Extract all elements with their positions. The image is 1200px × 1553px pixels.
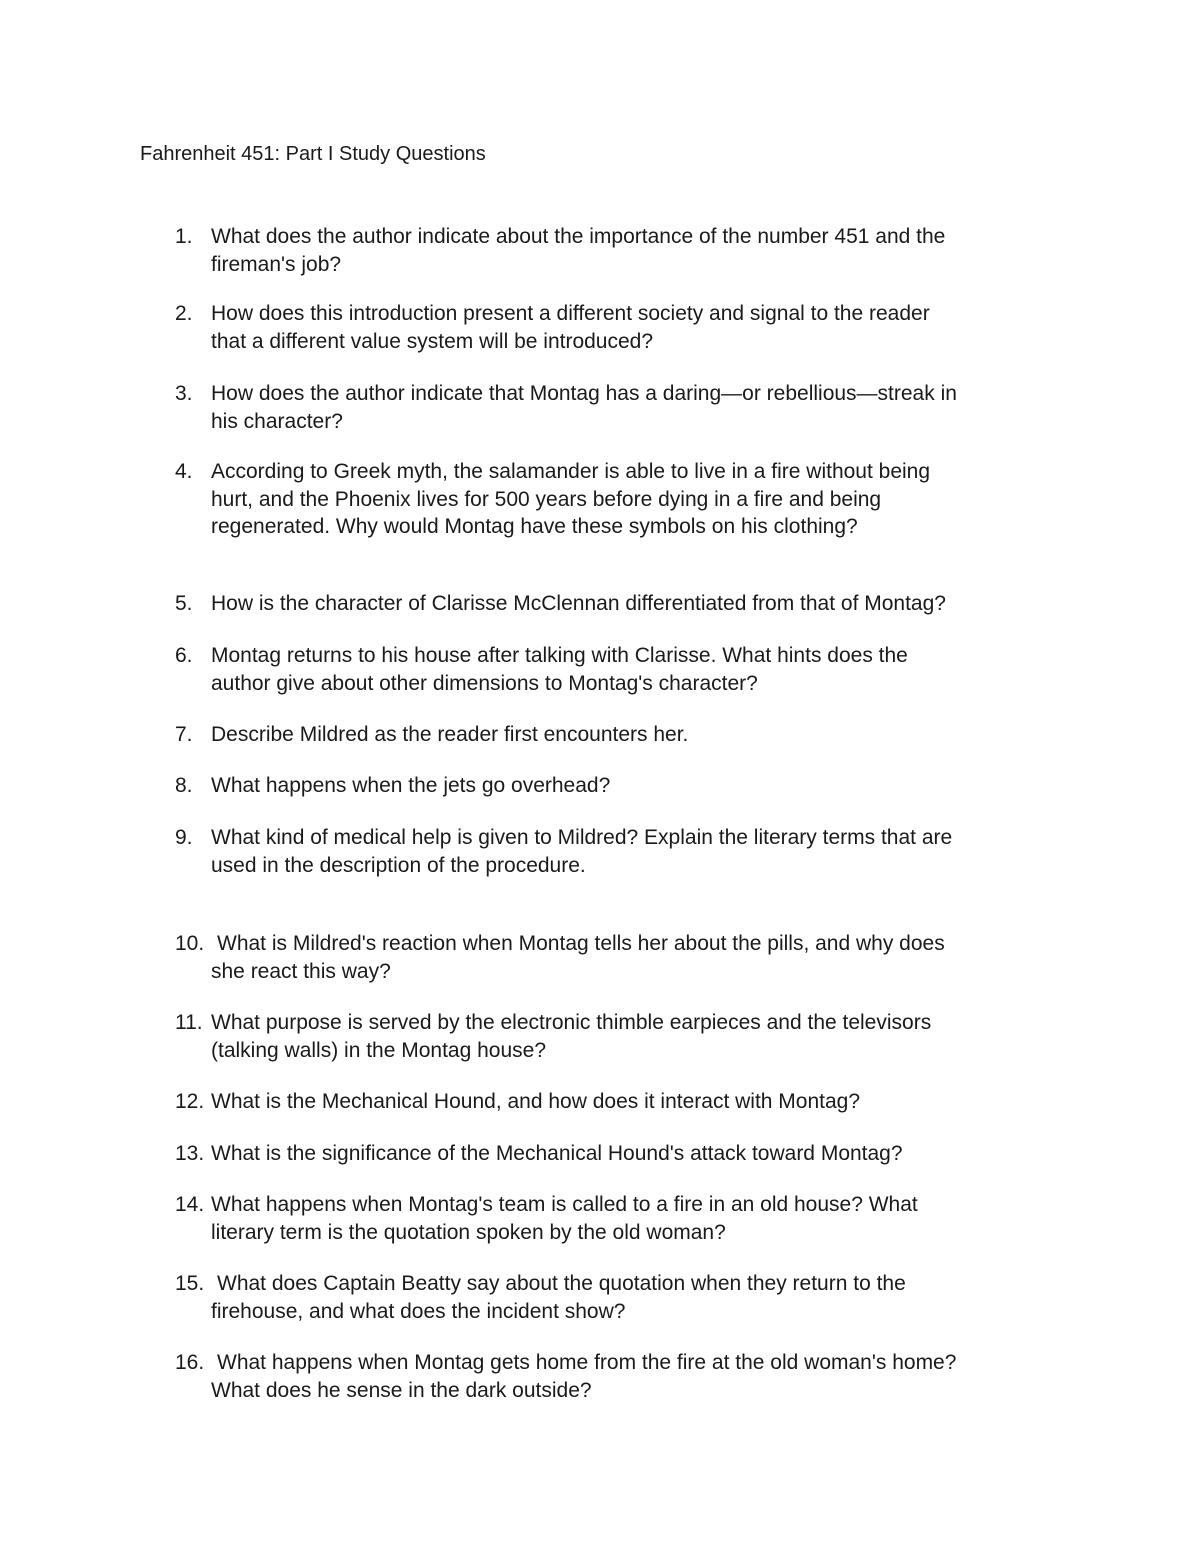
question-number: 7. xyxy=(175,723,193,746)
question-text-line: author give about other dimensions to Montag's character? xyxy=(211,671,758,695)
question-text-line: What kind of medical help is given to Mildred? Explain the literary terms that are xyxy=(211,826,953,849)
question-text-line: What happens when Montag's team is called to a fire in an old house? What xyxy=(211,1193,918,1216)
question-text-line: regenerated. Why would Montag have these symbols on his clothing? xyxy=(211,515,858,538)
page-title: Fahrenheit 451: Part I Study Questions xyxy=(140,143,486,165)
question-text-line: Montag returns to his house after talking with Clarisse. What hints does the xyxy=(211,644,908,667)
question-text-line: What happens when the jets go overhead? xyxy=(211,774,611,797)
question-number: 8. xyxy=(175,774,193,797)
question-number: 2. xyxy=(175,302,193,325)
question-number: 11. xyxy=(175,1011,203,1034)
question-number: 9. xyxy=(175,826,193,849)
question-text-line: Describe Mildred as the reader first encounters her. xyxy=(211,723,689,746)
question-number: 1. xyxy=(175,225,193,248)
question-number: 15. xyxy=(175,1272,205,1295)
question-text-line: hurt, and the Phoenix lives for 500 years before dying in a fire and being xyxy=(211,487,882,511)
question-number: 4. xyxy=(175,460,193,483)
question-text-line: that a different value system will be introduced? xyxy=(211,329,654,353)
question-text-line: used in the description of the procedure. xyxy=(211,853,586,877)
question-number: 3. xyxy=(175,382,193,405)
question-text-line: What is the Mechanical Hound, and how does it interact with Montag? xyxy=(211,1090,861,1113)
question-text-line: What is the significance of the Mechanical Hound's attack toward Montag? xyxy=(211,1142,903,1165)
question-text-line: firehouse, and what does the incident show? xyxy=(211,1299,626,1323)
question-text-line: What does he sense in the dark outside? xyxy=(211,1378,592,1402)
question-number: 16. xyxy=(175,1351,205,1374)
question-number: 13. xyxy=(175,1142,205,1165)
question-text-line: How does this introduction present a different society and signal to the reader xyxy=(211,302,930,325)
question-text-line: literary term is the quotation spoken by the old woman? xyxy=(211,1220,726,1244)
question-text-line: his character? xyxy=(211,409,343,433)
question-text-line: According to Greek myth, the salamander is able to live in a fire without being xyxy=(211,460,931,483)
question-text-line: fireman's job? xyxy=(211,252,342,276)
question-number: 12. xyxy=(175,1090,205,1113)
question-text-line: What does the author indicate about the importance of the number 451 and the xyxy=(211,225,946,248)
question-number: 14. xyxy=(175,1193,205,1216)
question-text-line: she react this way? xyxy=(211,959,391,983)
question-text-line: (talking walls) in the Montag house? xyxy=(211,1038,547,1062)
question-number: 6. xyxy=(175,644,193,667)
question-text-line: How does the author indicate that Montag has a daring—or rebellious—streak in xyxy=(211,382,957,405)
question-text-line: What is Mildred's reaction when Montag tells her about the pills, and why does xyxy=(217,932,945,955)
question-text-line: What happens when Montag gets home from the fire at the old woman's home? xyxy=(217,1351,957,1374)
question-text-line: What purpose is served by the electronic thimble earpieces and the televisors xyxy=(211,1011,932,1034)
question-text-line: How is the character of Clarisse McClennan differentiated from that of Montag? xyxy=(211,592,946,615)
question-number: 5. xyxy=(175,592,193,615)
question-text-line: What does Captain Beatty say about the quotation when they return to the xyxy=(217,1272,906,1295)
question-number: 10. xyxy=(175,932,205,955)
